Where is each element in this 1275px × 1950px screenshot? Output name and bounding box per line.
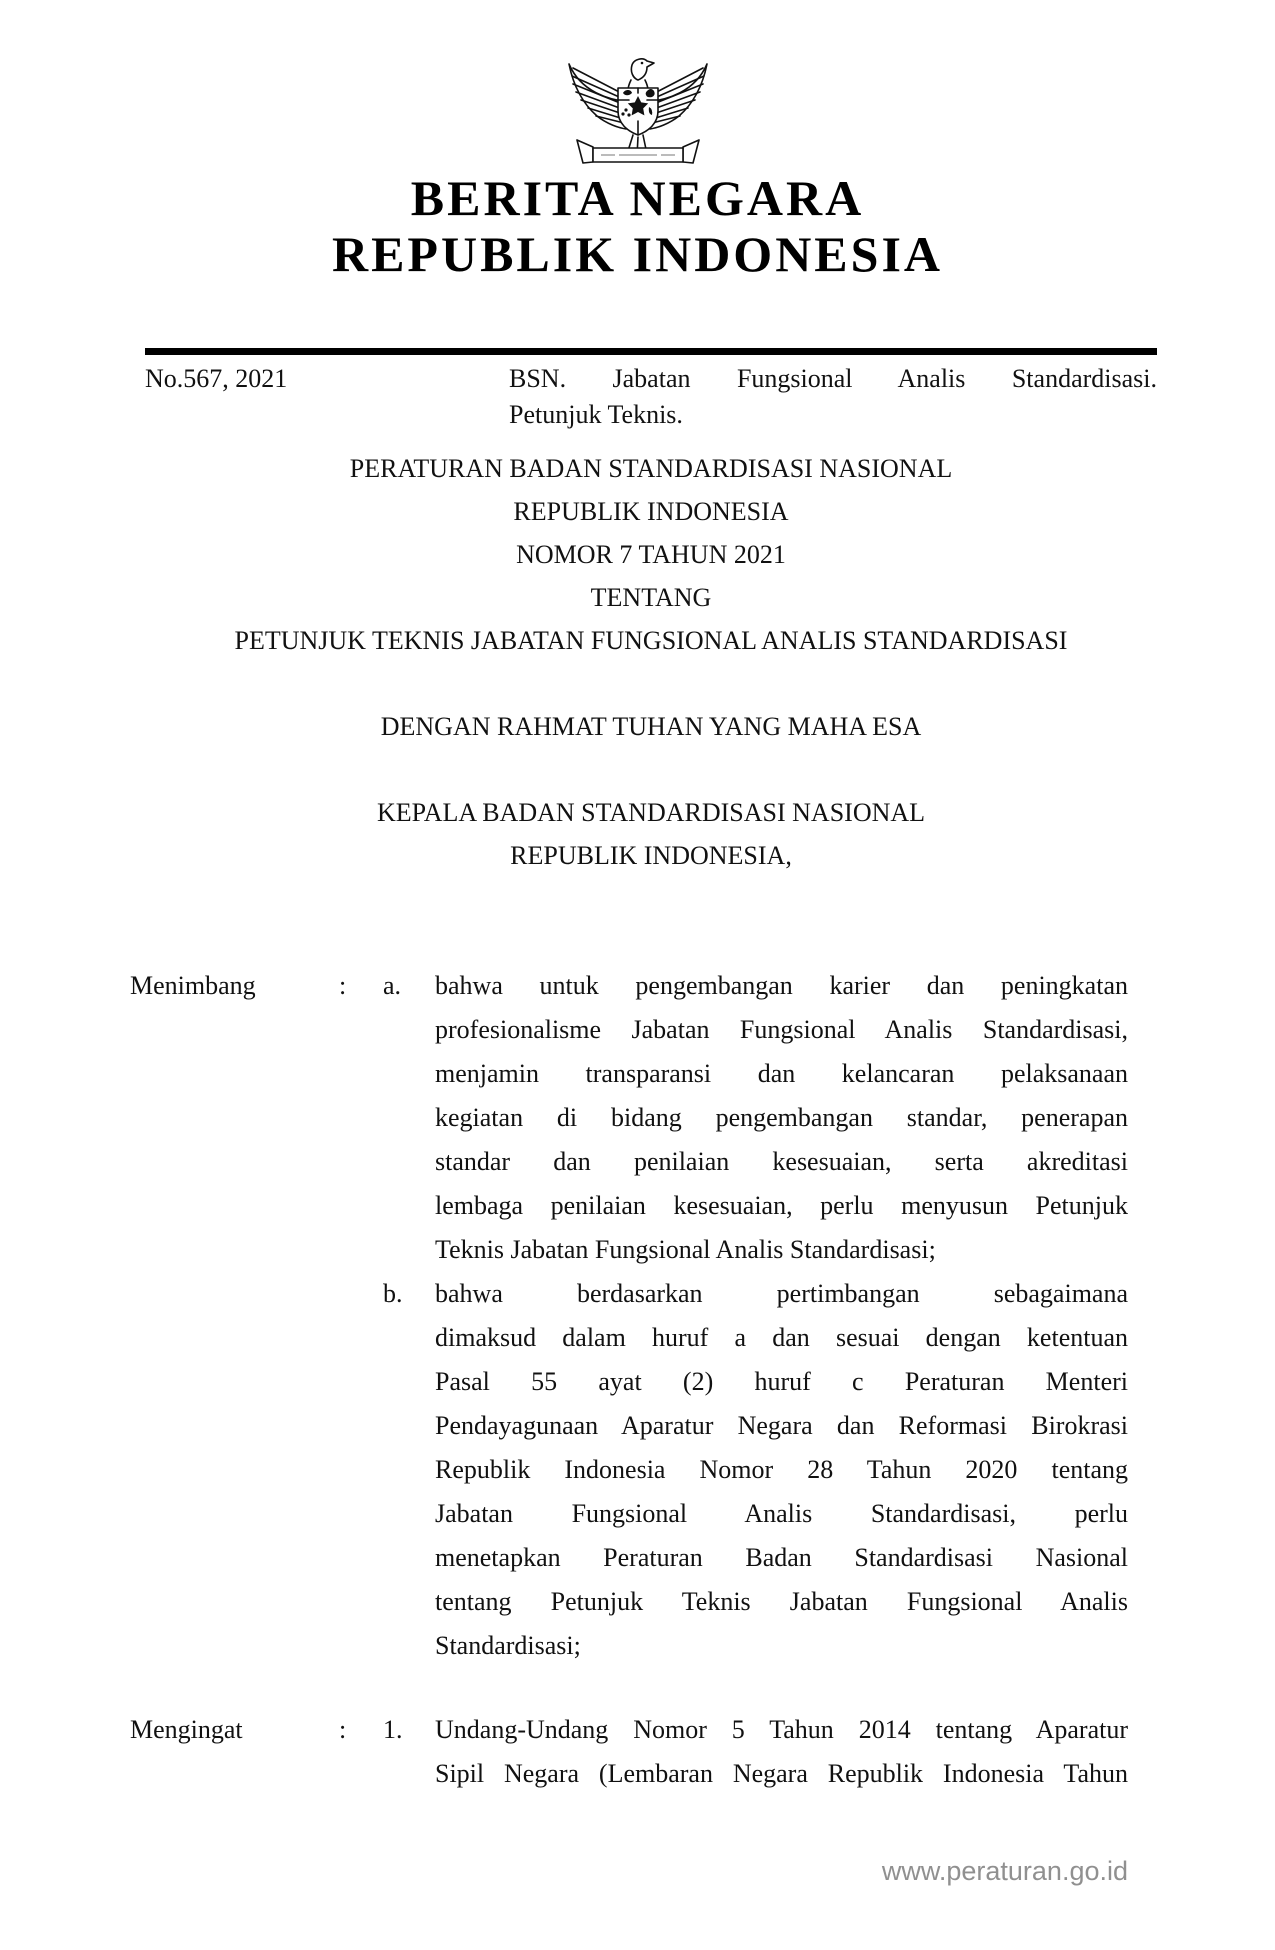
garuda-pancasila-icon bbox=[563, 50, 713, 170]
mengingat-colon: : bbox=[339, 1715, 347, 1744]
heading-regulation-body: PERATURAN BADAN STANDARDISASI NASIONAL bbox=[349, 454, 953, 483]
footer-url: www.peraturan.go.id bbox=[881, 1856, 1128, 1886]
mengingat-items bbox=[383, 1708, 1128, 1796]
heading-tentang: TENTANG bbox=[590, 583, 712, 612]
menimbang-label: Menimbang bbox=[130, 971, 256, 1000]
heading-invocation: DENGAN RAHMAT TUHAN YANG MAHA ESA bbox=[380, 712, 922, 741]
mengingat-label: Mengingat bbox=[130, 1715, 243, 1744]
garuda-emblem bbox=[0, 50, 1275, 170]
mengingat-section bbox=[130, 1708, 1128, 1796]
gazette-number: No.567, 2021 bbox=[145, 364, 288, 393]
gazette-subject: BSN. Jabatan Fungsional Analis Standardisasi. Petunjuk Teknis. bbox=[509, 364, 1157, 429]
gazette-meta-row bbox=[145, 361, 1157, 433]
gazette-title-line1: BERITA NEGARA bbox=[410, 170, 865, 226]
masthead-rule bbox=[145, 348, 1157, 355]
gazette-masthead bbox=[0, 170, 1275, 282]
menimbang-items bbox=[383, 964, 1128, 1668]
heading-number-year: NOMOR 7 TAHUN 2021 bbox=[516, 540, 786, 569]
item-marker: 1. bbox=[383, 1715, 403, 1744]
item-text: bahwa berdasarkan pertimbangan sebagaimana dimaksud dalam huruf a dan sesuai dengan ketentuan Pasal 55 ayat (2) huruf c Peraturan Menteri Pendayagunaan Aparatur Negara dan Reformasi Birokrasi Republik Indonesia Nomor 28 Tahun 2020 tentang Jabatan Fungsional Analis Standardisasi, perlu menetapkan Peraturan Badan Standardisasi Nasional tentang Petunjuk Teknis Jabatan Fungsional Analis Standardisasi; bbox=[435, 1279, 1128, 1660]
item-text: Undang-Undang Nomor 5 Tahun 2014 tentang Aparatur Sipil Negara (Lembaran Negara Republik Indonesia Tahun bbox=[435, 1715, 1128, 1788]
menimbang-section bbox=[130, 964, 1128, 1668]
mengingat-item-1 bbox=[383, 1708, 1128, 1796]
menimbang-item-a bbox=[383, 964, 1128, 1272]
item-marker: a. bbox=[383, 971, 402, 1000]
heading-authority-line2: REPUBLIK INDONESIA, bbox=[510, 841, 792, 870]
regulation-title-block bbox=[145, 447, 1157, 877]
heading-republic: REPUBLIK INDONESIA bbox=[513, 497, 789, 526]
item-text: bahwa untuk pengembangan karier dan peningkatan profesionalisme Jabatan Fungsional Analis Standardisasi, menjamin transparansi dan kelancaran pelaksanaan kegiatan di bidang pengembangan standar, penerapan standar dan penilaian kesesuaian, serta akreditasi lembaga penilaian kesesuaian, perlu menyusun Petunjuk Teknis Jabatan Fungsional Analis Standardisasi; bbox=[435, 971, 1128, 1264]
heading-subject: PETUNJUK TEKNIS JABATAN FUNGSIONAL ANALIS STANDARDISASI bbox=[234, 626, 1068, 655]
menimbang-colon: : bbox=[339, 971, 347, 1000]
menimbang-item-b bbox=[383, 1272, 1128, 1668]
heading-authority-line1: KEPALA BADAN STANDARDISASI NASIONAL bbox=[376, 798, 926, 827]
item-marker: b. bbox=[383, 1279, 403, 1308]
gazette-title-line2: REPUBLIK INDONESIA bbox=[331, 226, 944, 282]
